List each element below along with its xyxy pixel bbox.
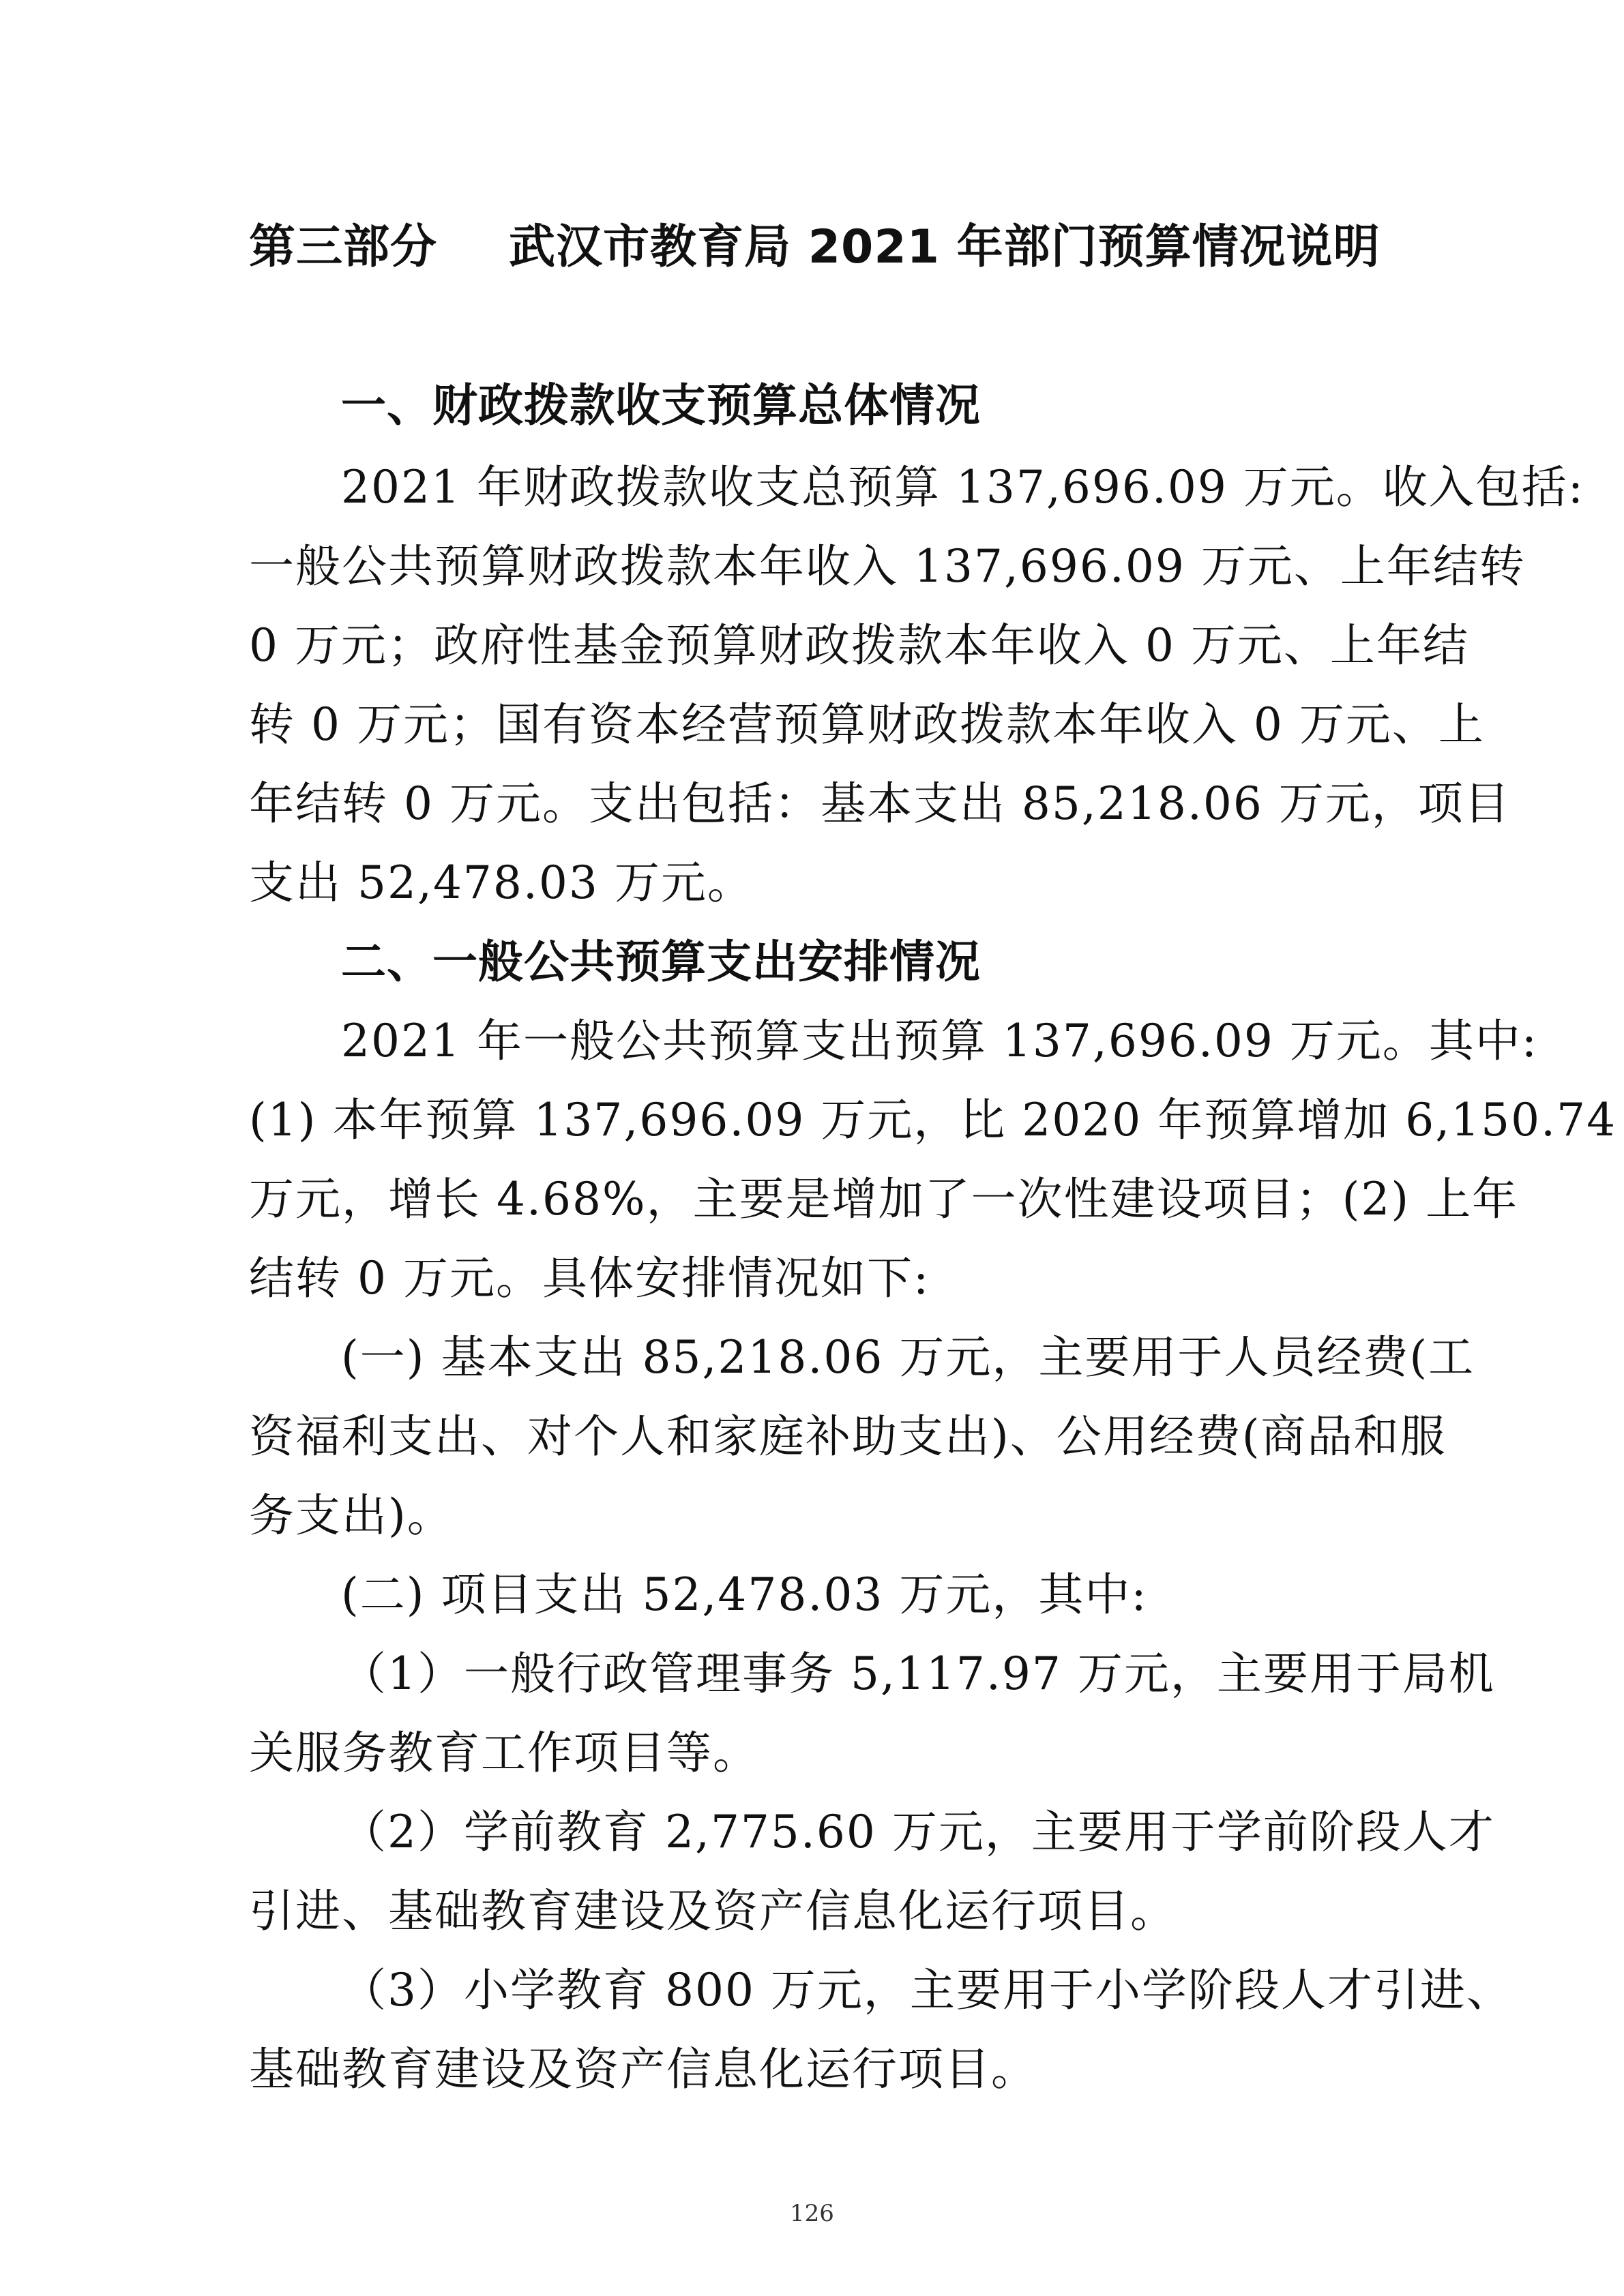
paragraph-line: 万元，增长 4.68%，主要是增加了一次性建设项目；(2) 上年 bbox=[249, 1173, 1519, 1225]
paragraph-line: (一) 基本支出 85,218.06 万元，主要用于人员经费(工 bbox=[341, 1331, 1475, 1384]
paragraph-line: 支出 52,478.03 万元。 bbox=[249, 856, 754, 909]
paragraph-line: 基础教育建设及资产信息化运行项目。 bbox=[249, 2043, 1037, 2096]
paragraph-line: (1) 本年预算 137,696.09 万元，比 2020 年预算增加 6,150.74 bbox=[249, 1094, 1617, 1146]
section-2-heading: 二、一般公共预算支出安排情况 bbox=[341, 936, 981, 988]
paragraph-line: 引进、基础教育建设及资产信息化运行项目。 bbox=[249, 1885, 1177, 1937]
paragraph-line: 关服务教育工作项目等。 bbox=[249, 1727, 759, 1779]
paragraph-line: 2021 年财政拨款收支总预算 137,696.09 万元。收入包括: bbox=[341, 461, 1585, 513]
paragraph-line: 2021 年一般公共预算支出预算 137,696.09 万元。其中: bbox=[341, 1015, 1539, 1067]
paragraph-line: （1）一般行政管理事务 5,117.97 万元，主要用于局机 bbox=[341, 1648, 1495, 1700]
paragraph-line: （2）学前教育 2,775.60 万元，主要用于学前阶段人才 bbox=[341, 1806, 1495, 1858]
paragraph-line: 结转 0 万元。具体安排情况如下: bbox=[249, 1252, 930, 1304]
title-part: 第三部分 bbox=[249, 220, 438, 274]
paragraph-line: (二) 项目支出 52,478.03 万元，其中: bbox=[341, 1568, 1148, 1621]
paragraph-line: 资福利支出、对个人和家庭补助支出)、公用经费(商品和服 bbox=[249, 1410, 1447, 1463]
page-title bbox=[249, 217, 1381, 278]
paragraph-line: 转 0 万元；国有资本经营预算财政拨款本年收入 0 万元、上 bbox=[249, 698, 1485, 751]
paragraph-line: 务支出)。 bbox=[249, 1489, 454, 1542]
paragraph-line: 一般公共预算财政拨款本年收入 137,696.09 万元、上年结转 bbox=[249, 540, 1526, 593]
title-main: 武汉市教育局 2021 年部门预算情况说明 bbox=[509, 220, 1381, 274]
paragraph-line: 0 万元；政府性基金预算财政拨款本年收入 0 万元、上年结 bbox=[249, 619, 1469, 672]
paragraph-line: 年结转 0 万元。支出包括：基本支出 85,218.06 万元，项目 bbox=[249, 777, 1511, 830]
paragraph-line: （3）小学教育 800 万元，主要用于小学阶段人才引进、 bbox=[341, 1964, 1513, 2016]
section-1-heading: 一、财政拨款收支预算总体情况 bbox=[341, 379, 981, 432]
page-number: 126 bbox=[790, 2200, 834, 2227]
